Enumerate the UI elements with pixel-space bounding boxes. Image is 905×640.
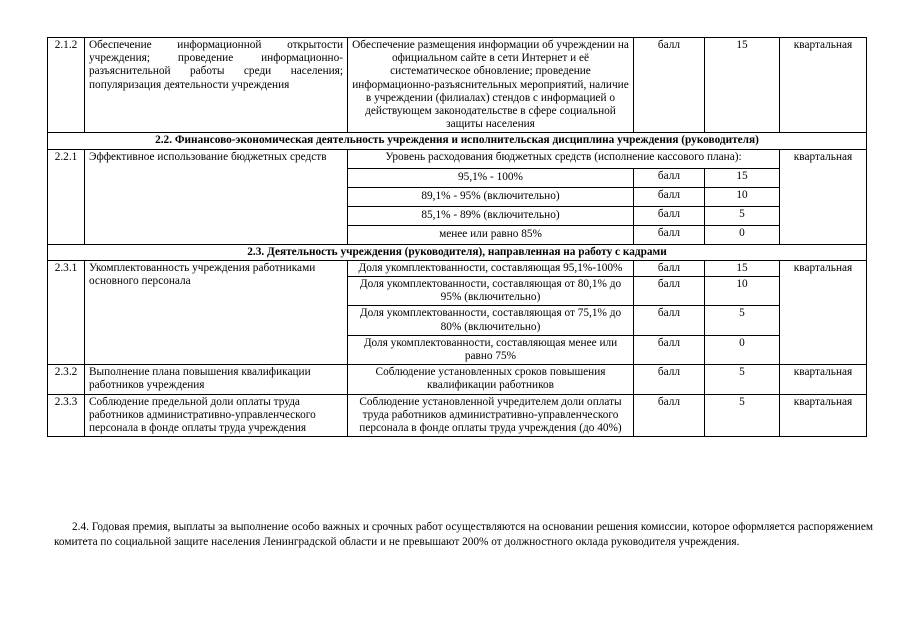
period-cell: квартальная — [780, 38, 867, 133]
indicator-text: Соблюдение установленной учредителем доли оплаты труда работников административно-управленческого персонала в фонде оплаты труда учреждения (до 40%) — [348, 394, 634, 437]
annual-bonus-paragraph: 2.4. Годовая премия, выплаты за выполнение особо важных и срочных работ осуществляются на основании решения комиссии, которое оформляется распоряжением комитета по социальной защите населения Ленинградской области и не превышают 200% от должностного оклада руководителя учреждения. — [54, 521, 873, 548]
unit-cell: балл — [634, 187, 705, 206]
indicator-text: Доля укомплектованности, составляющая менее или равно 75% — [348, 335, 634, 364]
table-row-2-3-3 — [48, 394, 867, 437]
period-cell: квартальная — [780, 260, 867, 364]
points-cell: 15 — [705, 260, 780, 276]
indicator-text: 89,1% - 95% (включительно) — [348, 187, 634, 206]
criteria-table — [47, 37, 867, 437]
criterion-name: Обеспечение информационной открытости учреждения; проведение информационно-разъяснительной работы среди населения; популяризация деятельности учреждения — [85, 38, 348, 133]
table-row-2-1-2 — [48, 38, 867, 133]
indicator-text: Доля укомплектованности, составляющая от 80,1% до 95% (включительно) — [348, 277, 634, 306]
points-cell: 10 — [705, 187, 780, 206]
section-title: 2.2. Финансово-экономическая деятельность учреждения и исполнительская дисциплина учреждения (руководителя) — [48, 133, 867, 149]
period-cell: квартальная — [780, 365, 867, 394]
criterion-name: Эффективное использование бюджетных средств — [85, 149, 348, 244]
indicator-text: 85,1% - 89% (включительно) — [348, 206, 634, 225]
section-row-2-2 — [48, 133, 867, 149]
unit-cell: балл — [634, 306, 705, 335]
unit-cell: балл — [634, 38, 705, 133]
table-row-2-3-2 — [48, 365, 867, 394]
points-cell: 5 — [705, 365, 780, 394]
unit-cell: балл — [634, 260, 705, 276]
unit-cell: балл — [634, 335, 705, 364]
points-cell: 5 — [705, 394, 780, 437]
period-cell: квартальная — [780, 149, 867, 244]
indicator-text: Доля укомплектованности, составляющая 95,1%-100% — [348, 260, 634, 276]
points-cell: 5 — [705, 206, 780, 225]
row-number: 2.3.1 — [48, 260, 85, 364]
unit-cell: балл — [634, 394, 705, 437]
section-row-2-3 — [48, 244, 867, 260]
indicator-text: Обеспечение размещения информации об учреждении на официальном сайте в сети Интернет и её систематическое обновление; проведение информационно-разъяснительных мероприятий, наличие в учреждении (филиалах) стендов с информацией о действующем законодательстве в сфере социальной защиты населения — [348, 38, 634, 133]
period-cell: квартальная — [780, 394, 867, 437]
unit-cell: балл — [634, 168, 705, 187]
unit-cell: балл — [634, 277, 705, 306]
table-row-2-3-1 — [48, 260, 867, 276]
points-cell: 0 — [705, 225, 780, 244]
row-number: 2.1.2 — [48, 38, 85, 133]
points-cell: 0 — [705, 335, 780, 364]
row-number: 2.2.1 — [48, 149, 85, 244]
section-title: 2.3. Деятельность учреждения (руководителя), направленная на работу с кадрами — [48, 244, 867, 260]
table-row-2-2-1 — [48, 149, 867, 168]
unit-cell: балл — [634, 365, 705, 394]
points-cell: 5 — [705, 306, 780, 335]
row-number: 2.3.2 — [48, 365, 85, 394]
points-cell: 15 — [705, 38, 780, 133]
criterion-name: Выполнение плана повышения квалификации работников учреждения — [85, 365, 348, 394]
indicator-text: менее или равно 85% — [348, 225, 634, 244]
indicator-text: 95,1% - 100% — [348, 168, 634, 187]
points-cell: 15 — [705, 168, 780, 187]
unit-cell: балл — [634, 225, 705, 244]
indicator-text: Соблюдение установленных сроков повышения квалификации работников — [348, 365, 634, 394]
indicator-text: Доля укомплектованности, составляющая от 75,1% до 80% (включительно) — [348, 306, 634, 335]
points-cell: 10 — [705, 277, 780, 306]
criterion-name: Укомплектованность учреждения работниками основного персонала — [85, 260, 348, 364]
criterion-name: Соблюдение предельной доли оплаты труда работников административно-управленческого персонала в фонде оплаты труда учреждения — [85, 394, 348, 437]
unit-cell: балл — [634, 206, 705, 225]
row-number: 2.3.3 — [48, 394, 85, 437]
indicator-header: Уровень расходования бюджетных средств (исполнение кассового плана): — [348, 149, 780, 168]
